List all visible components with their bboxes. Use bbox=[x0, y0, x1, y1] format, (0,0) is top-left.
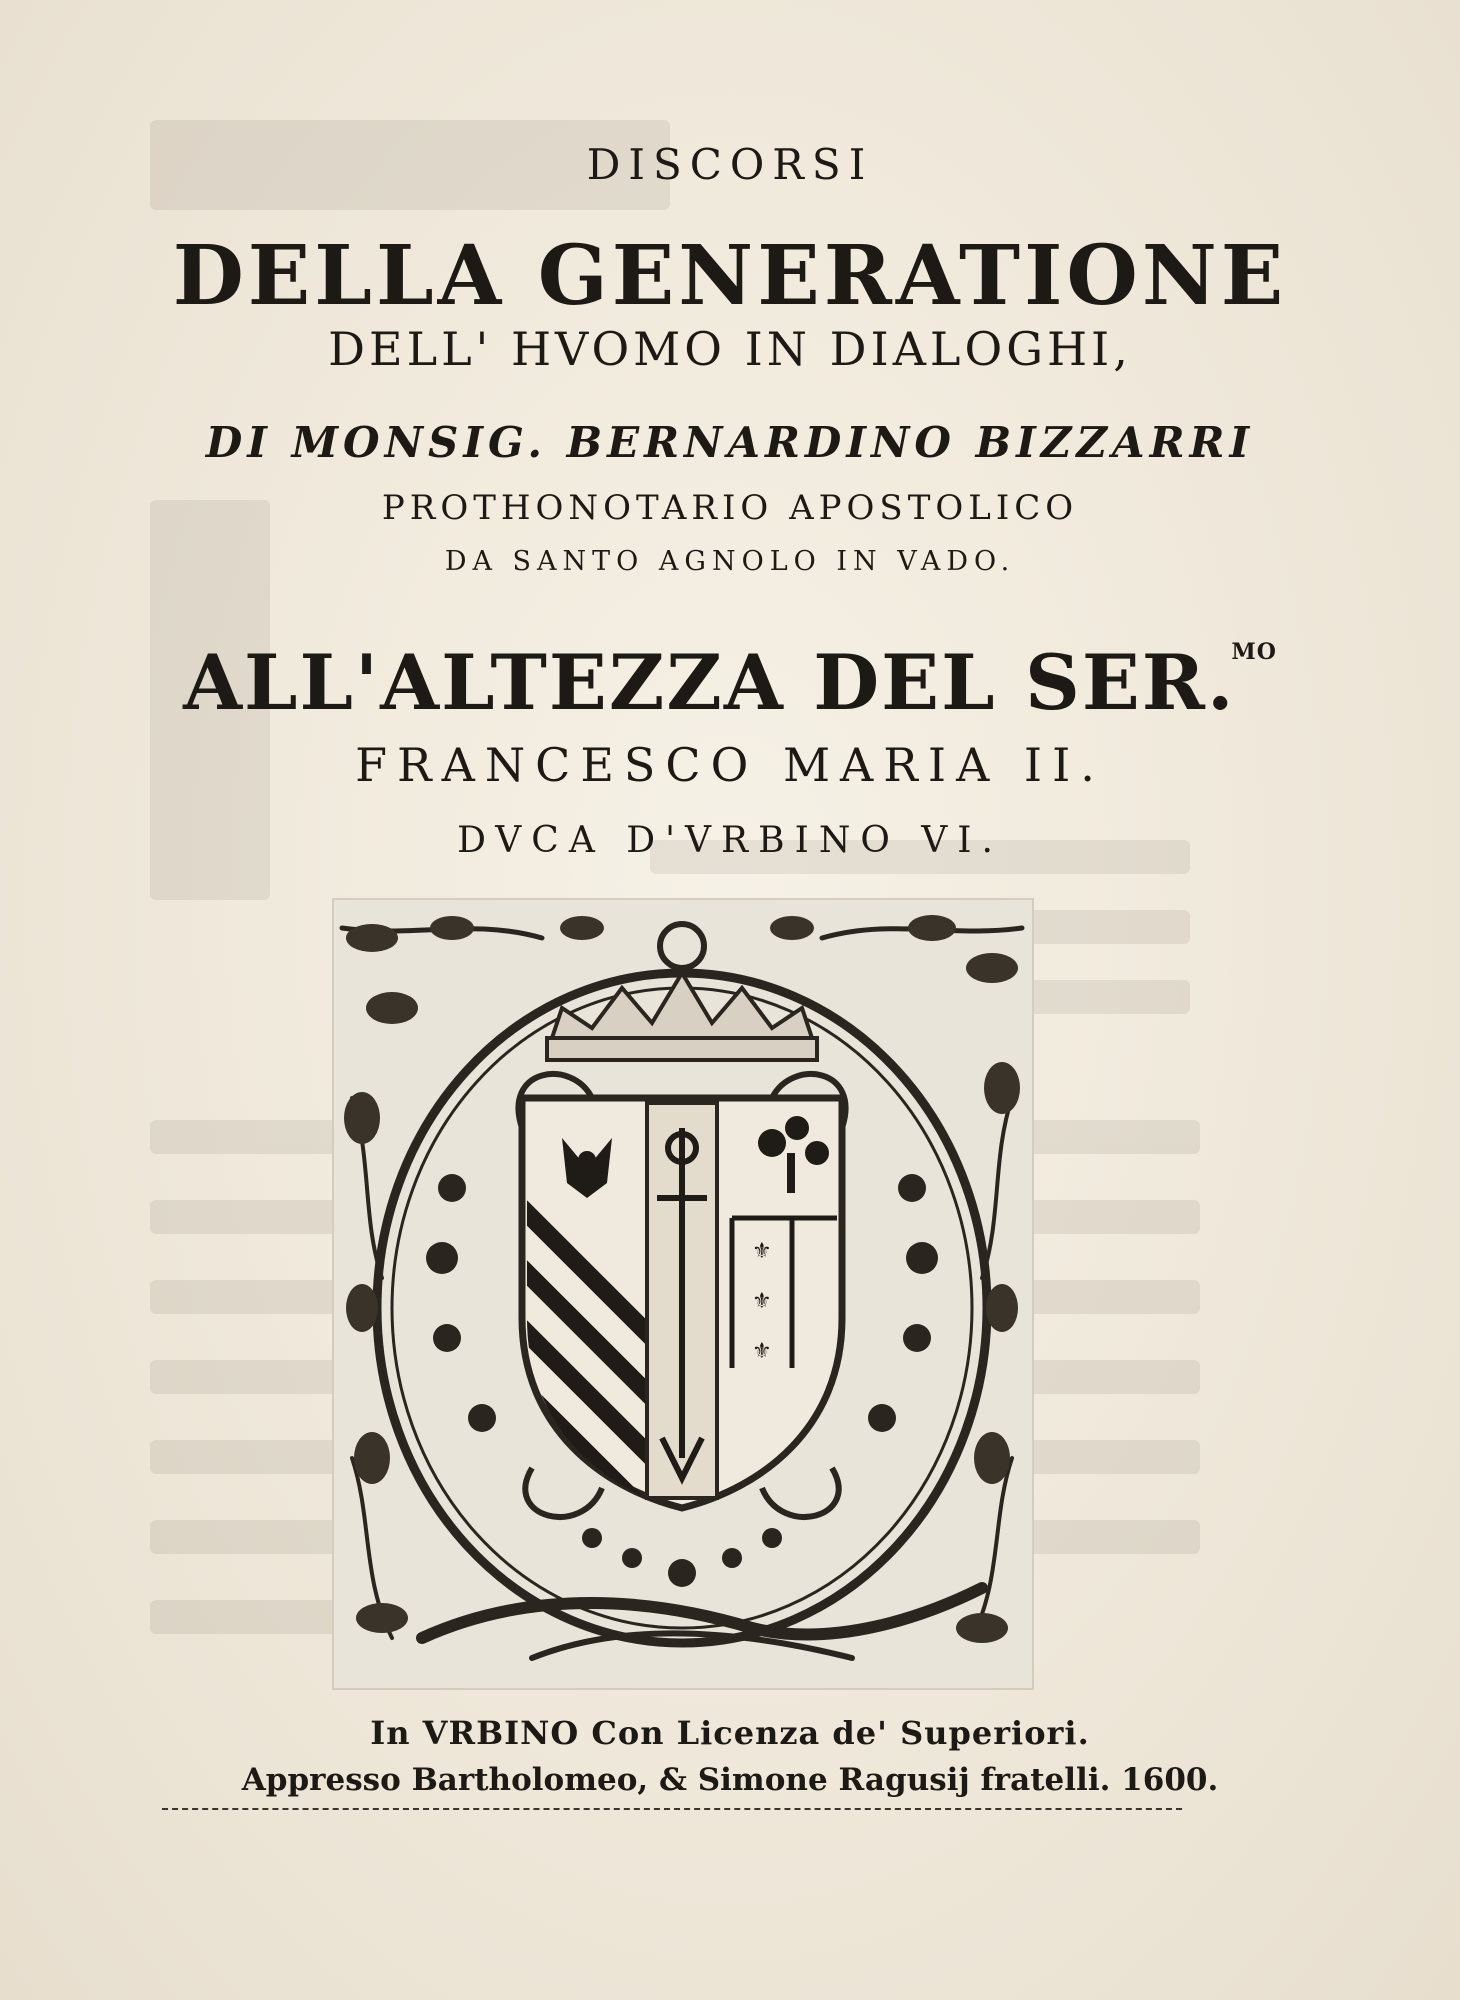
author-line: DI MONSIG. BERNARDINO BIZZARRI bbox=[205, 418, 1255, 467]
dedication-superscript: MO bbox=[1231, 639, 1277, 665]
title-subtitle: DELL' HVOMO IN DIALOGHI, bbox=[328, 322, 1132, 376]
coat-of-arms-woodcut bbox=[332, 898, 1034, 1690]
heading-discorsi: DISCORSI bbox=[586, 140, 874, 189]
dedication-line bbox=[0, 638, 1460, 727]
imprint-place: In VRBINO Con Licenza de' Superiori. bbox=[370, 1714, 1090, 1752]
dedicatee-name: FRANCESCO MARIA II. bbox=[355, 738, 1105, 792]
title-main: DELLA GENERATIONE bbox=[172, 228, 1288, 324]
svg-text:⚜: ⚜ bbox=[752, 1289, 772, 1314]
imprint-rule bbox=[162, 1808, 1182, 1810]
dedicatee-title: DVCA D'VRBINO VI. bbox=[457, 820, 1003, 861]
author-origin: DA SANTO AGNOLO IN VADO. bbox=[444, 546, 1016, 577]
svg-text:⚜: ⚜ bbox=[752, 1339, 772, 1364]
svg-text:⚜: ⚜ bbox=[752, 1239, 772, 1264]
dedication-text: ALL'ALTEZZA DEL SER. bbox=[183, 638, 1236, 727]
imprint-printer: Appresso Bartholomeo, & Simone Ragusij fratelli. 1600. bbox=[241, 1762, 1219, 1798]
author-title: PROTHONOTARIO APOSTOLICO bbox=[381, 488, 1079, 528]
